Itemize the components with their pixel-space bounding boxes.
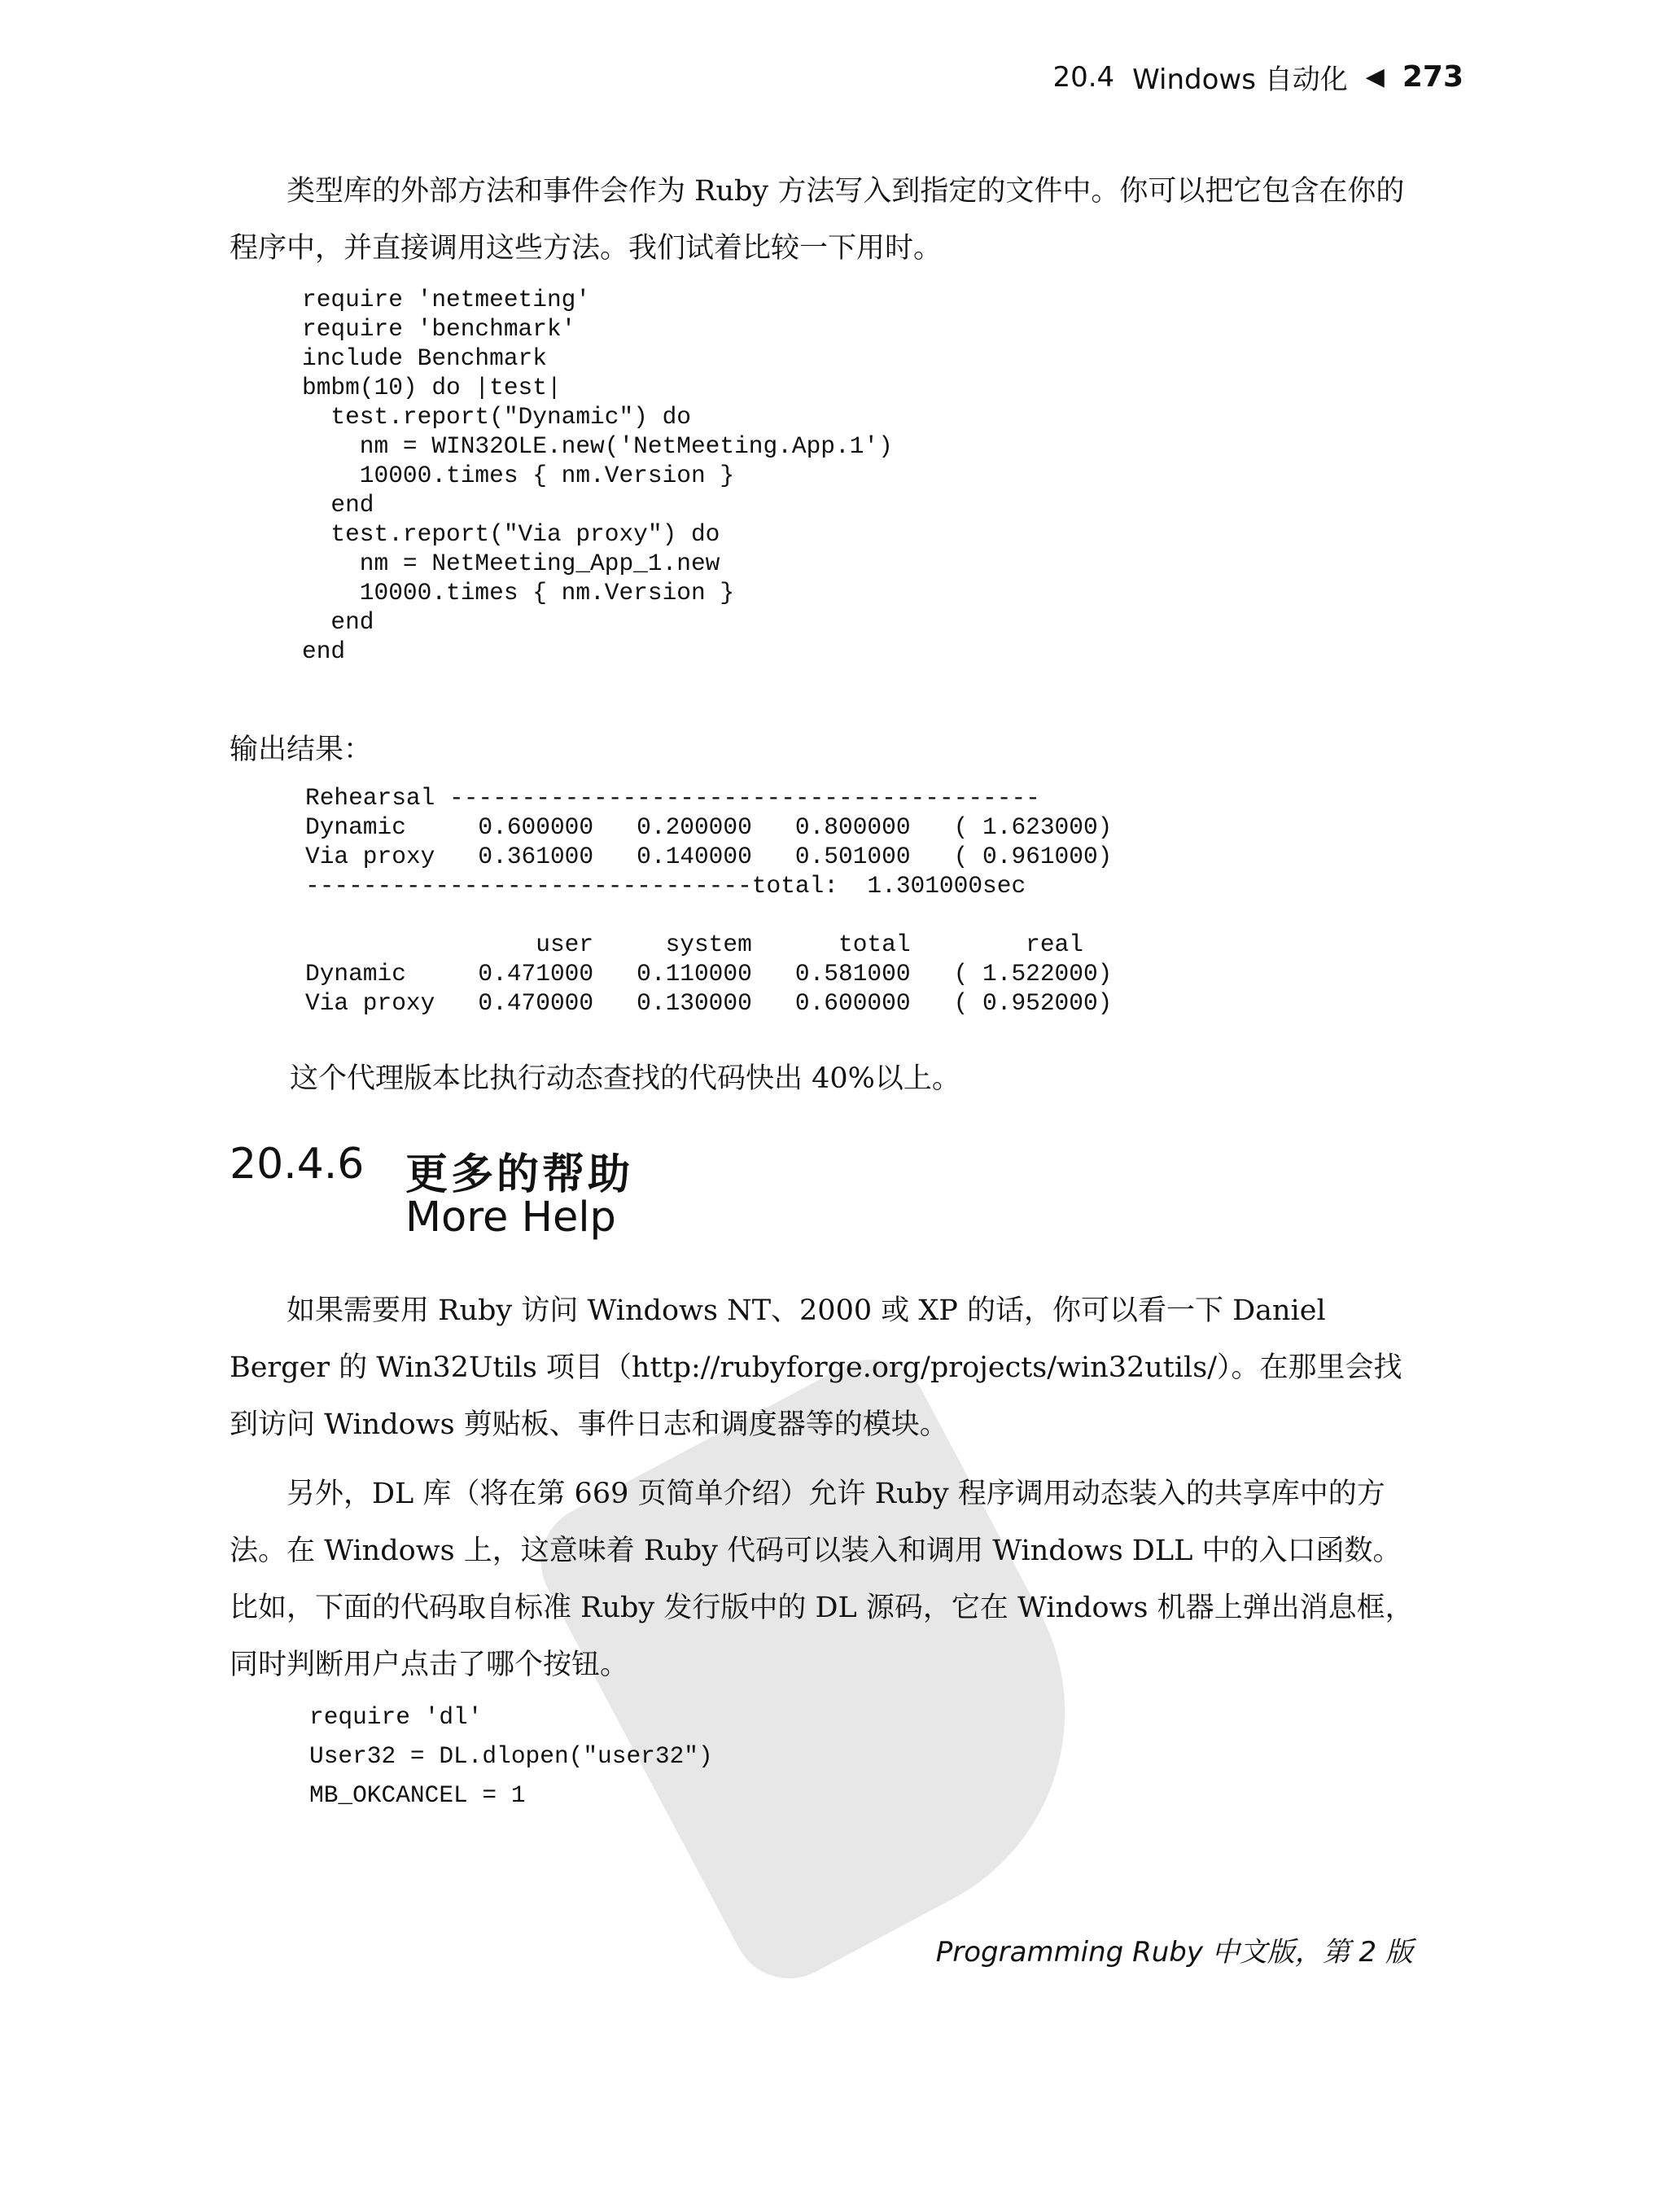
paragraph-more-help: 如果需要用 Ruby 访问 Windows NT、2000 或 XP 的话，你可以看一下 Daniel Berger 的 Win32Utils 项目（http://rubyforge.org/projects/win32utils/）。在那里会找到访问 Windows 剪贴板、事件日志和调度器等的模块。 (230, 1294, 1402, 1441)
section-title-en: More Help (405, 1194, 616, 1242)
header-section-number: 20.4 (1052, 60, 1115, 94)
code-block-benchmark: require 'netmeeting' require 'benchmark' include Benchmark bmbm(10) do |test| test.report("Dynamic") do nm = WIN32OLE.new('NetMeeting.App.1') 10000.times { nm.Version } end test.report("Via proxy") do nm = NetMeeting_App_1.new 10000.times { nm.Version } end end (302, 286, 893, 665)
page-number: 273 (1402, 60, 1464, 94)
page-footer: Programming Ruby 中文版，第 2 版 (935, 1936, 1413, 1969)
arrow-left-icon: ◀ (1365, 63, 1385, 91)
section-title-cn: 更多的帮助 (405, 1150, 634, 1199)
header-title: Windows 自动化 (1132, 64, 1348, 96)
intro-paragraph: 类型库的外部方法和事件会作为 Ruby 方法写入到指定的文件中。你可以把它包含在你的程序中，并直接调用这些方法。我们试着比较一下用时。 (230, 175, 1405, 265)
benchmark-output: Rehearsal ----------------------------------------- Dynamic 0.600000 0.200000 0.800000 ( 1.623000) Via proxy 0.361000 0.140000 0.501000 ( 0.961000) -------------------------------total: 1.301000sec user system total real Dynamic 0.471000 0.110000 0.581000 ( 1.522000) Via proxy 0.470000 0.130000 0.600000 ( 0.952000) (305, 784, 1113, 1017)
section-number: 20.4.6 (230, 1140, 365, 1189)
conclusion-text: 这个代理版本比执行动态查找的代码快出 40%以上。 (290, 1062, 960, 1095)
paragraph-dl-library: 另外，DL 库（将在第 669 页简单介绍）允许 Ruby 程序调用动态装入的共享库中的方法。在 Windows 上，这意味着 Ruby 代码可以装入和调用 Windows DLL 中的入口函数。比如，下面的代码取自标准 Ruby 发行版中的 DL 源码，它在 Windows 机器上弹出消息框，同时判断用户点击了哪个按钮。 (230, 1478, 1414, 1681)
output-label: 输出结果： (230, 734, 373, 766)
code-block-dl: require 'dl' User32 = DL.dlopen("user32") MB_OKCANCEL = 1 (309, 1703, 713, 1809)
running-header (1052, 57, 1464, 97)
